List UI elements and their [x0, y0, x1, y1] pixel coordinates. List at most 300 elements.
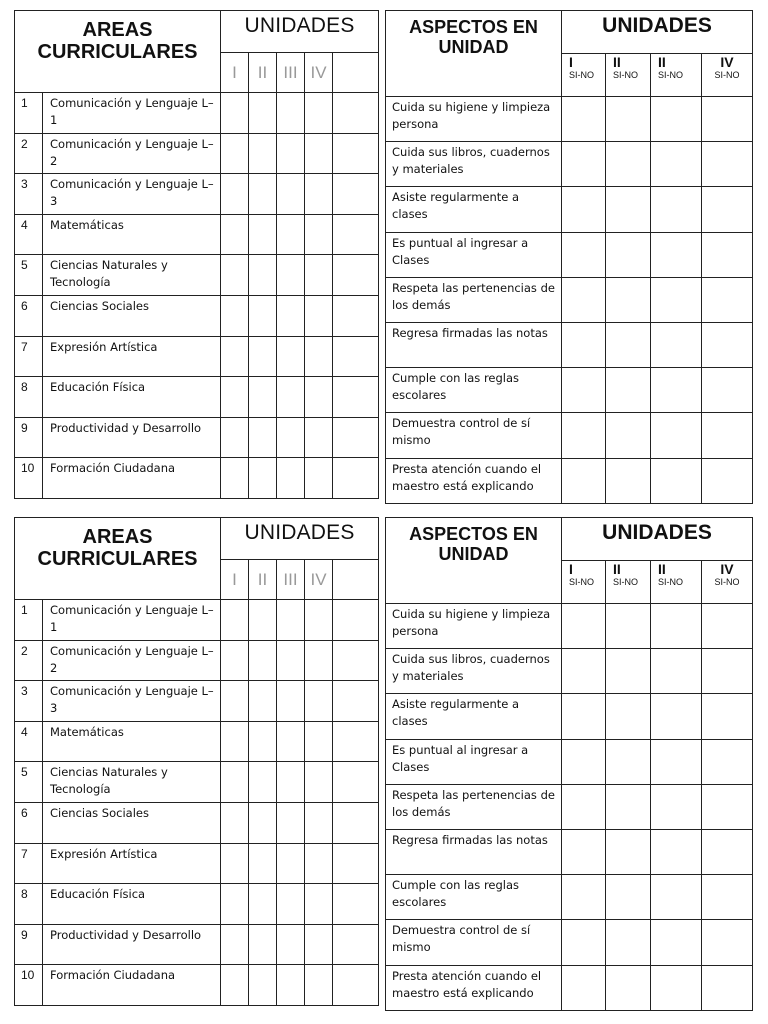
si-no-cell[interactable] — [606, 875, 651, 920]
grade-cell[interactable] — [249, 417, 277, 458]
row-number: 10 — [15, 965, 43, 1006]
table-row — [386, 142, 753, 187]
grade-cell[interactable] — [277, 721, 305, 762]
grade-cell[interactable] — [277, 762, 305, 803]
table-row — [15, 843, 379, 884]
table-row — [15, 295, 379, 336]
grade-cell[interactable] — [249, 762, 277, 803]
grade-cell[interactable] — [305, 924, 333, 965]
grade-cell[interactable] — [249, 174, 277, 215]
unidades-title: UNIDADES — [562, 11, 753, 54]
si-no-cell[interactable] — [562, 458, 606, 503]
grade-cell[interactable] — [249, 458, 277, 499]
grade-cell[interactable] — [277, 93, 305, 134]
grade-cell[interactable] — [333, 843, 379, 884]
si-no-cell[interactable] — [562, 920, 606, 965]
aspect-name: Cuida sus libros, cuadernos y materiales — [386, 142, 562, 187]
grade-cell[interactable] — [249, 924, 277, 965]
grade-cell[interactable] — [221, 802, 249, 843]
grade-cell[interactable] — [221, 884, 249, 925]
grade-cell[interactable] — [305, 336, 333, 377]
grade-cell[interactable] — [277, 417, 305, 458]
grade-cell[interactable] — [305, 600, 333, 641]
si-no-cell[interactable] — [651, 694, 702, 739]
area-name: Productividad y Desarrollo — [43, 924, 221, 965]
grade-cell[interactable] — [277, 965, 305, 1006]
grade-cell[interactable] — [221, 377, 249, 418]
aspect-name: Respeta las pertenencias de los demás — [386, 277, 562, 322]
area-name: Ciencias Sociales — [43, 295, 221, 336]
grade-cell[interactable] — [333, 884, 379, 925]
area-name: Ciencias Naturales y Tecnología — [43, 762, 221, 803]
area-name: Ciencias Sociales — [43, 802, 221, 843]
grade-cell[interactable] — [277, 295, 305, 336]
aspect-name: Cumple con las reglas escolares — [386, 368, 562, 413]
unit-si-no: SI-NO — [613, 577, 639, 587]
grade-cell[interactable] — [221, 721, 249, 762]
unit-header-2: II — [249, 53, 277, 93]
si-no-cell[interactable] — [702, 187, 753, 232]
row-number: 7 — [15, 336, 43, 377]
grade-cell[interactable] — [333, 600, 379, 641]
unit-si-no: SI-NO — [658, 70, 684, 80]
si-no-cell[interactable] — [702, 97, 753, 142]
grade-cell[interactable] — [221, 174, 249, 215]
grade-cell[interactable] — [305, 640, 333, 681]
area-name: Formación Ciudadana — [43, 458, 221, 499]
row-number: 1 — [15, 600, 43, 641]
area-name: Formación Ciudadana — [43, 965, 221, 1006]
grade-cell[interactable] — [305, 965, 333, 1006]
unit-header-3: III — [277, 560, 305, 600]
si-no-cell[interactable] — [562, 649, 606, 694]
grade-cell[interactable] — [333, 924, 379, 965]
aspect-name: Respeta las pertenencias de los demás — [386, 784, 562, 829]
grade-cell[interactable] — [305, 681, 333, 722]
grade-cell[interactable] — [249, 377, 277, 418]
si-no-cell[interactable] — [562, 232, 606, 277]
si-no-cell[interactable] — [651, 232, 702, 277]
grade-cell[interactable] — [333, 802, 379, 843]
unit-header-4: IV — [305, 560, 333, 600]
row-number: 9 — [15, 924, 43, 965]
table-row — [15, 133, 379, 174]
grade-cell[interactable] — [249, 884, 277, 925]
si-no-cell[interactable] — [562, 413, 606, 458]
aspect-name: Demuestra control de sí mismo — [386, 920, 562, 965]
si-no-cell[interactable] — [606, 142, 651, 187]
aspect-name: Es puntual al ingresar a Clases — [386, 232, 562, 277]
si-no-cell[interactable] — [702, 458, 753, 503]
unit-roman: II — [613, 561, 621, 577]
unit-header-blank — [333, 560, 379, 600]
row-number: 5 — [15, 255, 43, 296]
grade-cell[interactable] — [249, 336, 277, 377]
grade-cell[interactable] — [305, 802, 333, 843]
grade-cell[interactable] — [333, 336, 379, 377]
grade-cell[interactable] — [221, 640, 249, 681]
table-row — [15, 93, 379, 134]
si-no-cell[interactable] — [702, 604, 753, 649]
grade-cell[interactable] — [249, 681, 277, 722]
grade-cell[interactable] — [221, 924, 249, 965]
grade-cell[interactable] — [305, 721, 333, 762]
grade-cell[interactable] — [249, 255, 277, 296]
si-no-cell[interactable] — [702, 784, 753, 829]
row-number: 4 — [15, 721, 43, 762]
table-row — [15, 377, 379, 418]
table-row — [15, 924, 379, 965]
grade-cell[interactable] — [333, 417, 379, 458]
grade-cell[interactable] — [221, 336, 249, 377]
row-number: 1 — [15, 93, 43, 134]
grade-cell[interactable] — [305, 93, 333, 134]
area-name: Expresión Artística — [43, 843, 221, 884]
si-no-cell[interactable] — [562, 694, 606, 739]
grade-cell[interactable] — [305, 214, 333, 255]
area-name: Educación Física — [43, 377, 221, 418]
si-no-cell[interactable] — [702, 694, 753, 739]
area-name: Comunicación y Lenguaje L–1 — [43, 600, 221, 641]
table-row — [386, 784, 753, 829]
unit-si-no: SI-NO — [658, 577, 684, 587]
area-name: Comunicación y Lenguaje L–2 — [43, 640, 221, 681]
table-row — [386, 187, 753, 232]
si-no-cell[interactable] — [702, 920, 753, 965]
si-no-cell[interactable] — [606, 604, 651, 649]
unit-header-2: II — [249, 560, 277, 600]
grade-cell[interactable] — [333, 721, 379, 762]
unit-roman: I — [569, 54, 573, 70]
table-row — [15, 458, 379, 499]
si-no-cell[interactable] — [702, 277, 753, 322]
grade-cell[interactable] — [249, 640, 277, 681]
area-name: Comunicación y Lenguaje L–3 — [43, 174, 221, 215]
table-row — [15, 802, 379, 843]
si-no-cell[interactable] — [702, 875, 753, 920]
areas-curriculares-table-1 — [14, 10, 379, 499]
unit-roman: II — [613, 54, 621, 70]
table-row — [386, 829, 753, 874]
si-no-cell[interactable] — [651, 875, 702, 920]
si-no-cell[interactable] — [606, 368, 651, 413]
si-no-cell[interactable] — [651, 458, 702, 503]
grade-cell[interactable] — [277, 255, 305, 296]
si-no-cell[interactable] — [702, 739, 753, 784]
unit-si-no: SI-NO — [714, 577, 740, 587]
table-row — [15, 336, 379, 377]
unit-header-3 — [651, 54, 702, 97]
row-number: 10 — [15, 458, 43, 499]
si-no-cell[interactable] — [702, 322, 753, 367]
si-no-cell[interactable] — [702, 829, 753, 874]
table-row — [386, 413, 753, 458]
grade-cell[interactable] — [277, 336, 305, 377]
si-no-cell[interactable] — [651, 322, 702, 367]
si-no-cell[interactable] — [651, 97, 702, 142]
row-number: 7 — [15, 843, 43, 884]
grade-cell[interactable] — [333, 295, 379, 336]
si-no-cell[interactable] — [562, 739, 606, 784]
table-row — [386, 97, 753, 142]
si-no-cell[interactable] — [606, 232, 651, 277]
unit-header-4: IV — [305, 53, 333, 93]
table-row — [15, 174, 379, 215]
si-no-cell[interactable] — [651, 784, 702, 829]
si-no-cell[interactable] — [562, 322, 606, 367]
si-no-cell[interactable] — [606, 829, 651, 874]
grade-cell[interactable] — [305, 255, 333, 296]
unit-header-blank — [333, 53, 379, 93]
si-no-cell[interactable] — [651, 739, 702, 784]
grade-cell[interactable] — [221, 295, 249, 336]
row-number: 3 — [15, 681, 43, 722]
aspect-name: Asiste regularmente a clases — [386, 694, 562, 739]
grade-cell[interactable] — [305, 458, 333, 499]
unit-header-3 — [651, 561, 702, 604]
table-row — [15, 214, 379, 255]
si-no-cell[interactable] — [562, 277, 606, 322]
si-no-cell[interactable] — [606, 694, 651, 739]
aspectos-table-2 — [385, 517, 753, 1011]
grade-cell[interactable] — [249, 802, 277, 843]
unit-roman: IV — [720, 561, 734, 577]
row-number: 2 — [15, 640, 43, 681]
grade-cell[interactable] — [277, 884, 305, 925]
table-row — [386, 604, 753, 649]
si-no-cell[interactable] — [651, 142, 702, 187]
area-name: Comunicación y Lenguaje L–3 — [43, 681, 221, 722]
row-number: 5 — [15, 762, 43, 803]
aspectos-title: ASPECTOS EN UNIDAD — [386, 11, 562, 97]
table-row — [386, 322, 753, 367]
grade-cell[interactable] — [249, 295, 277, 336]
grade-cell[interactable] — [249, 965, 277, 1006]
unit-roman: II — [658, 561, 666, 577]
si-no-cell[interactable] — [606, 277, 651, 322]
area-name: Matemáticas — [43, 214, 221, 255]
grade-cell[interactable] — [333, 640, 379, 681]
grade-cell[interactable] — [305, 295, 333, 336]
si-no-cell[interactable] — [606, 784, 651, 829]
si-no-cell[interactable] — [702, 142, 753, 187]
aspectos-table-1 — [385, 10, 753, 504]
si-no-cell[interactable] — [702, 413, 753, 458]
area-name: Comunicación y Lenguaje L–2 — [43, 133, 221, 174]
area-name: Productividad y Desarrollo — [43, 417, 221, 458]
grade-cell[interactable] — [221, 965, 249, 1006]
table-row — [15, 884, 379, 925]
grade-cell[interactable] — [249, 133, 277, 174]
si-no-cell[interactable] — [651, 187, 702, 232]
grade-cell[interactable] — [249, 93, 277, 134]
si-no-cell[interactable] — [562, 97, 606, 142]
aspect-name: Presta atención cuando el maestro está explicando — [386, 965, 562, 1010]
si-no-cell[interactable] — [562, 604, 606, 649]
si-no-cell[interactable] — [562, 187, 606, 232]
area-name: Comunicación y Lenguaje L–1 — [43, 93, 221, 134]
aspect-name: Regresa firmadas las notas — [386, 829, 562, 874]
grade-cell[interactable] — [221, 93, 249, 134]
grade-cell[interactable] — [277, 133, 305, 174]
aspect-name: Asiste regularmente a clases — [386, 187, 562, 232]
areas-title: AREAS CURRICULARES — [15, 11, 221, 93]
grade-cell[interactable] — [305, 417, 333, 458]
table-row — [15, 762, 379, 803]
si-no-cell[interactable] — [606, 322, 651, 367]
grade-cell[interactable] — [277, 174, 305, 215]
grade-cell[interactable] — [249, 600, 277, 641]
grade-cell[interactable] — [333, 377, 379, 418]
grade-cell[interactable] — [333, 255, 379, 296]
unit-header-4 — [702, 561, 753, 604]
si-no-cell[interactable] — [651, 368, 702, 413]
grade-cell[interactable] — [277, 802, 305, 843]
grade-cell[interactable] — [249, 214, 277, 255]
grade-cell[interactable] — [305, 843, 333, 884]
table-row — [386, 277, 753, 322]
grade-cell[interactable] — [333, 681, 379, 722]
grade-cell[interactable] — [333, 214, 379, 255]
unit-si-no: SI-NO — [569, 70, 595, 80]
grade-cell[interactable] — [333, 174, 379, 215]
grade-cell[interactable] — [221, 600, 249, 641]
si-no-cell[interactable] — [702, 368, 753, 413]
si-no-cell[interactable] — [651, 965, 702, 1010]
si-no-cell[interactable] — [651, 920, 702, 965]
aspect-name: Presta atención cuando el maestro está explicando — [386, 458, 562, 503]
area-name: Ciencias Naturales y Tecnología — [43, 255, 221, 296]
unit-header-4 — [702, 54, 753, 97]
grade-cell[interactable] — [221, 843, 249, 884]
table-row — [15, 600, 379, 641]
unit-header-1: I — [221, 560, 249, 600]
grade-cell[interactable] — [221, 214, 249, 255]
area-name: Educación Física — [43, 884, 221, 925]
grade-cell[interactable] — [249, 843, 277, 884]
si-no-cell[interactable] — [606, 458, 651, 503]
grade-cell[interactable] — [277, 681, 305, 722]
areas-title: AREAS CURRICULARES — [15, 518, 221, 600]
si-no-cell[interactable] — [702, 649, 753, 694]
unit-roman: II — [658, 54, 666, 70]
row-number: 9 — [15, 417, 43, 458]
grade-cell[interactable] — [221, 762, 249, 803]
grade-cell[interactable] — [333, 965, 379, 1006]
grade-cell[interactable] — [221, 458, 249, 499]
aspect-name: Cuida su higiene y limpieza persona — [386, 97, 562, 142]
si-no-cell[interactable] — [562, 875, 606, 920]
grade-cell[interactable] — [249, 721, 277, 762]
si-no-cell[interactable] — [651, 413, 702, 458]
grade-cell[interactable] — [305, 884, 333, 925]
si-no-cell[interactable] — [606, 187, 651, 232]
grade-cell[interactable] — [277, 214, 305, 255]
aspect-name: Cumple con las reglas escolares — [386, 875, 562, 920]
si-no-cell[interactable] — [606, 649, 651, 694]
row-number: 3 — [15, 174, 43, 215]
si-no-cell[interactable] — [606, 965, 651, 1010]
grade-cell[interactable] — [221, 133, 249, 174]
unit-si-no: SI-NO — [613, 70, 639, 80]
grade-cell[interactable] — [277, 377, 305, 418]
unit-header-1 — [562, 54, 606, 97]
unit-si-no: SI-NO — [714, 70, 740, 80]
grade-cell[interactable] — [277, 458, 305, 499]
areas-curriculares-table-2 — [14, 517, 379, 1006]
grade-cell[interactable] — [221, 255, 249, 296]
grade-cell[interactable] — [305, 762, 333, 803]
si-no-cell[interactable] — [562, 829, 606, 874]
si-no-cell[interactable] — [651, 604, 702, 649]
si-no-cell[interactable] — [606, 739, 651, 784]
grade-cell[interactable] — [333, 762, 379, 803]
row-number: 6 — [15, 802, 43, 843]
unit-header-2 — [606, 561, 651, 604]
grade-cell[interactable] — [277, 600, 305, 641]
grade-cell[interactable] — [277, 640, 305, 681]
aspect-name: Demuestra control de sí mismo — [386, 413, 562, 458]
table-row — [386, 649, 753, 694]
grade-cell[interactable] — [221, 417, 249, 458]
row-number: 6 — [15, 295, 43, 336]
table-row — [386, 920, 753, 965]
si-no-cell[interactable] — [562, 784, 606, 829]
si-no-cell[interactable] — [562, 142, 606, 187]
row-number: 8 — [15, 377, 43, 418]
table-row — [386, 232, 753, 277]
aspect-name: Cuida sus libros, cuadernos y materiales — [386, 649, 562, 694]
aspect-name: Es puntual al ingresar a Clases — [386, 739, 562, 784]
si-no-cell[interactable] — [651, 649, 702, 694]
grade-cell[interactable] — [333, 458, 379, 499]
unit-header-3: III — [277, 53, 305, 93]
grade-cell[interactable] — [277, 924, 305, 965]
table-row — [386, 965, 753, 1010]
grade-cell[interactable] — [305, 133, 333, 174]
grade-cell[interactable] — [221, 681, 249, 722]
si-no-cell[interactable] — [562, 965, 606, 1010]
aspectos-title: ASPECTOS EN UNIDAD — [386, 518, 562, 604]
si-no-cell[interactable] — [651, 277, 702, 322]
row-number: 4 — [15, 214, 43, 255]
si-no-cell[interactable] — [606, 413, 651, 458]
unidades-title: UNIDADES — [562, 518, 753, 561]
table-row — [386, 458, 753, 503]
table-row — [386, 694, 753, 739]
table-row — [386, 875, 753, 920]
unidades-title: UNIDADES — [221, 11, 379, 53]
grade-cell[interactable] — [333, 93, 379, 134]
si-no-cell[interactable] — [562, 368, 606, 413]
grade-cell[interactable] — [305, 377, 333, 418]
si-no-cell[interactable] — [702, 965, 753, 1010]
table-row — [15, 417, 379, 458]
si-no-cell[interactable] — [702, 232, 753, 277]
si-no-cell[interactable] — [606, 97, 651, 142]
table-row — [15, 255, 379, 296]
si-no-cell[interactable] — [651, 829, 702, 874]
unit-header-2 — [606, 54, 651, 97]
si-no-cell[interactable] — [606, 920, 651, 965]
aspect-name: Cuida su higiene y limpieza persona — [386, 604, 562, 649]
grade-cell[interactable] — [277, 843, 305, 884]
grade-cell[interactable] — [333, 133, 379, 174]
grade-cell[interactable] — [305, 174, 333, 215]
unit-header-1: I — [221, 53, 249, 93]
aspect-name: Regresa firmadas las notas — [386, 322, 562, 367]
row-number: 2 — [15, 133, 43, 174]
